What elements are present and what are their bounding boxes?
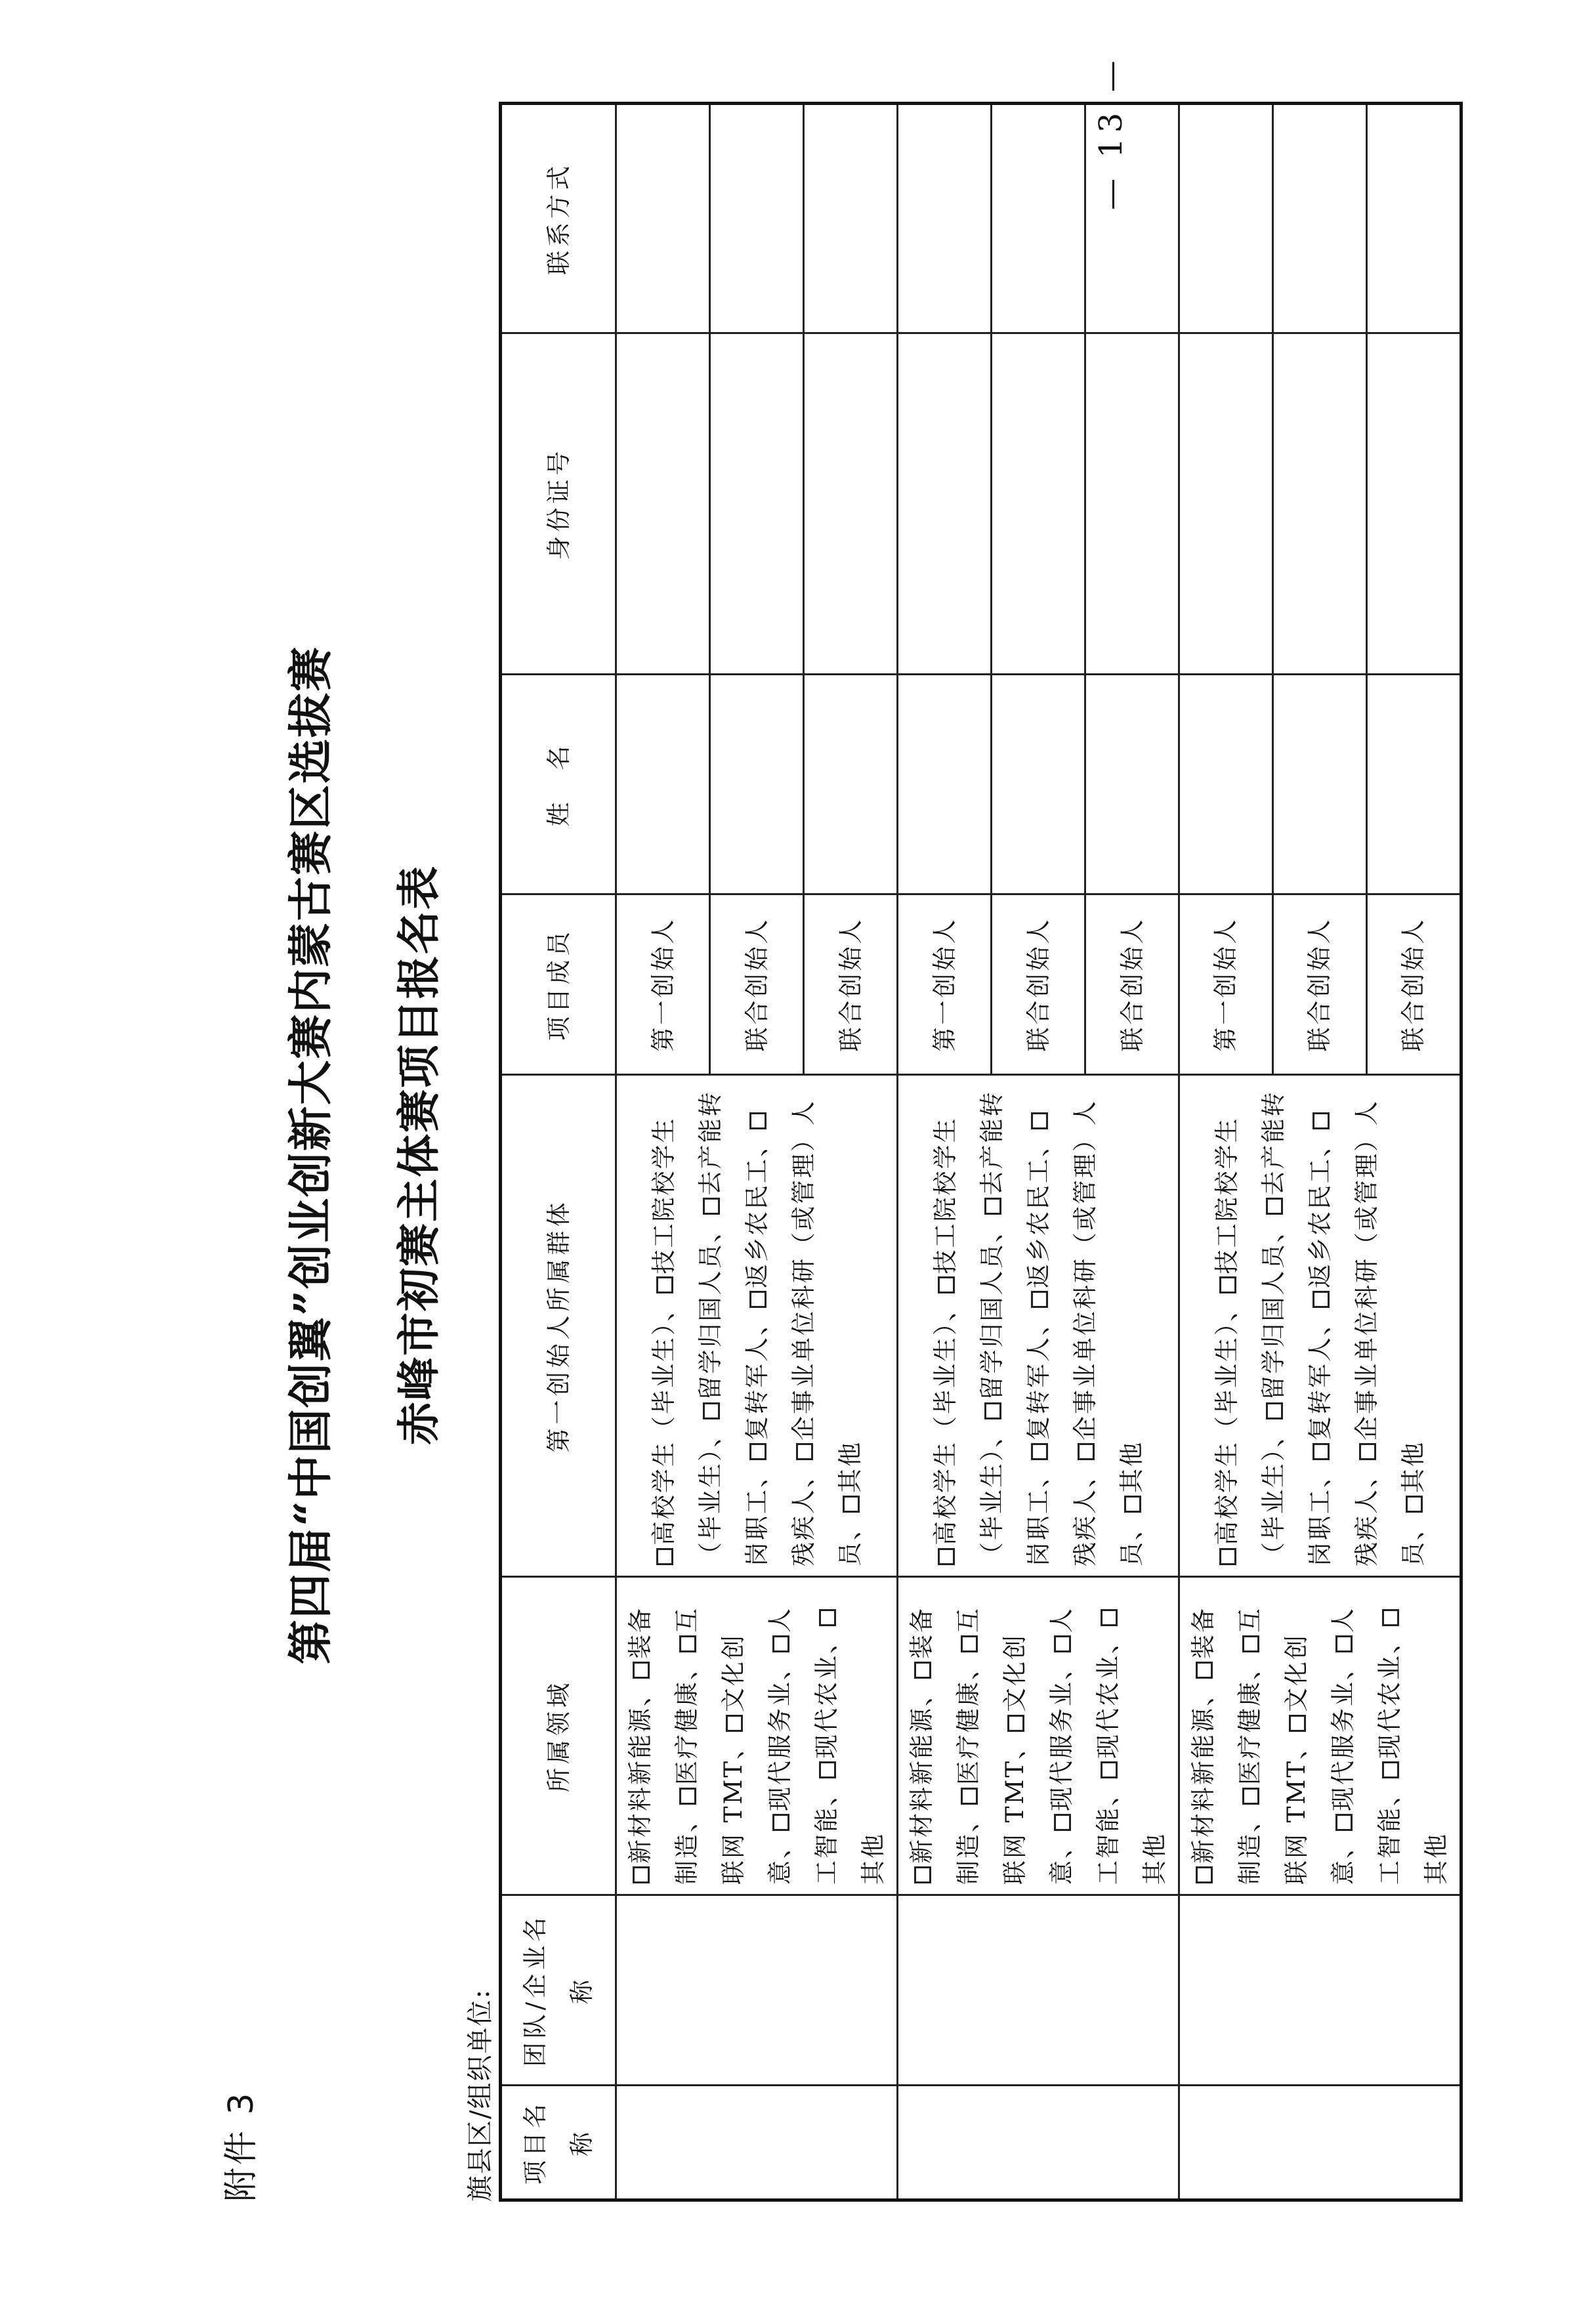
checkbox[interactable] xyxy=(819,1609,836,1626)
member-id-cell[interactable] xyxy=(992,333,1085,675)
checkbox[interactable] xyxy=(1266,1403,1283,1420)
form-subtitle: 赤峰市初赛主体赛项目报名表 xyxy=(393,865,444,1445)
option-label: 新材料新能源 xyxy=(626,1706,654,1864)
checkbox[interactable] xyxy=(914,1662,931,1679)
option-label: 人工智能 xyxy=(1329,1606,1404,1885)
option-label: 其他 xyxy=(1141,1832,1169,1885)
checkbox[interactable] xyxy=(796,1443,813,1460)
member-role: 联合创始人 xyxy=(992,894,1085,1075)
header-founder-group: 第一创始人所属群体 xyxy=(501,1075,616,1577)
option-label: 医疗健康 xyxy=(673,1680,701,1785)
option-label: 现代农业 xyxy=(1094,1654,1122,1759)
option-label: 复转军人 xyxy=(1024,1335,1053,1440)
member-role: 联合创始人 xyxy=(1272,894,1366,1075)
member-role: 联合创始人 xyxy=(1085,894,1179,1075)
checkbox[interactable] xyxy=(1031,1291,1048,1308)
checkbox[interactable] xyxy=(1406,1496,1423,1513)
option-item xyxy=(1376,1654,1404,1780)
option-label: 残疾人 xyxy=(789,1488,818,1566)
checkbox[interactable] xyxy=(984,1198,1001,1215)
member-contact-cell[interactable] xyxy=(1179,104,1273,333)
member-role: 联合创始人 xyxy=(710,894,804,1075)
member-role: 第一创始人 xyxy=(1179,894,1273,1075)
checkbox[interactable] xyxy=(772,1635,789,1652)
option-label: 医疗健康 xyxy=(1236,1680,1264,1785)
field-options-cell: 新材料新能源、装备制造、医疗健康、互联网 TMT、文化创意、现代服务业、人工智能、现代农业、其他 xyxy=(1179,1577,1461,1895)
checkbox[interactable] xyxy=(1312,1112,1330,1129)
header-name: 姓 名 xyxy=(501,675,616,894)
checkbox[interactable] xyxy=(843,1496,860,1513)
option-item xyxy=(1306,1335,1334,1461)
option-item xyxy=(1024,1335,1053,1461)
checkbox[interactable] xyxy=(1359,1443,1376,1460)
checkbox[interactable] xyxy=(1031,1443,1048,1460)
option-item xyxy=(626,1706,654,1885)
option-label: 互联网 TMT xyxy=(1236,1606,1311,1885)
checkbox[interactable] xyxy=(1196,1662,1213,1679)
option-label: 技工院校学生（毕业生） xyxy=(931,1116,1006,1566)
option-item xyxy=(650,1322,678,1567)
option-item xyxy=(1306,1157,1334,1309)
checkbox[interactable] xyxy=(961,1788,978,1805)
member-name-cell[interactable] xyxy=(898,675,992,894)
option-item xyxy=(1329,1680,1357,1832)
registration-table xyxy=(499,102,1463,2202)
option-label: 其他 xyxy=(835,1440,864,1493)
field-options-cell: 新材料新能源、装备制造、医疗健康、互联网 TMT、文化创意、现代服务业、人工智能、现代农业、其他 xyxy=(898,1577,1179,1895)
header-field: 所属领域 xyxy=(501,1577,616,1895)
checkbox[interactable] xyxy=(679,1788,696,1805)
option-label: 残疾人 xyxy=(1352,1488,1381,1566)
member-contact-cell[interactable] xyxy=(992,104,1085,333)
checkbox[interactable] xyxy=(1266,1198,1283,1215)
option-item xyxy=(1213,1322,1241,1567)
team-name-cell[interactable] xyxy=(898,1895,1179,2086)
checkbox[interactable] xyxy=(772,1814,789,1831)
member-contact-cell[interactable] xyxy=(616,104,710,333)
option-label: 装备制造 xyxy=(626,1606,701,1885)
member-contact-cell[interactable] xyxy=(804,104,898,333)
checkbox[interactable] xyxy=(726,1715,743,1732)
option-label: 互联网 TMT xyxy=(673,1606,747,1885)
member-id-cell[interactable] xyxy=(1179,333,1273,675)
option-item xyxy=(954,1680,982,1806)
option-label: 现代服务业 xyxy=(1329,1680,1357,1811)
option-item xyxy=(1236,1680,1264,1806)
option-label: 去产能转岗职工 xyxy=(696,1090,771,1566)
table-header-row xyxy=(501,104,616,2200)
checkbox[interactable] xyxy=(1382,1609,1399,1626)
checkbox[interactable] xyxy=(656,1277,673,1294)
member-id-cell[interactable] xyxy=(1085,333,1179,675)
option-label: 残疾人 xyxy=(1070,1488,1099,1566)
checkbox[interactable] xyxy=(1101,1609,1118,1626)
member-name-cell[interactable] xyxy=(992,675,1085,894)
option-item xyxy=(743,1157,771,1309)
team-name-cell[interactable] xyxy=(616,1895,898,2086)
checkbox[interactable] xyxy=(1007,1715,1024,1732)
checkbox[interactable] xyxy=(819,1761,836,1778)
option-label: 返乡农民工 xyxy=(1305,1157,1334,1288)
option-item xyxy=(1399,1440,1427,1514)
member-name-cell[interactable] xyxy=(1366,675,1461,894)
option-item xyxy=(743,1335,771,1461)
option-label: 现代服务业 xyxy=(1047,1680,1076,1811)
checkbox[interactable] xyxy=(1242,1635,1259,1652)
option-label: 留学归国人员 xyxy=(696,1242,724,1400)
option-label: 去产能转岗职工 xyxy=(1259,1090,1334,1566)
option-item xyxy=(908,1706,936,1885)
option-label: 新材料新能源 xyxy=(908,1706,936,1864)
member-id-cell[interactable] xyxy=(898,333,992,675)
member-name-cell[interactable] xyxy=(710,675,804,894)
option-label: 文化创意 xyxy=(1282,1633,1357,1885)
table-row xyxy=(898,104,992,2200)
member-name-cell[interactable] xyxy=(616,675,710,894)
checkbox[interactable] xyxy=(656,1548,673,1565)
option-label: 去产能转岗职工 xyxy=(977,1090,1053,1566)
option-item xyxy=(766,1680,794,1832)
member-contact-cell[interactable] xyxy=(1366,104,1461,333)
attachment-label: 附件 3 xyxy=(222,2090,261,2202)
option-label: 留学归国人员 xyxy=(1259,1242,1288,1400)
option-label: 其他 xyxy=(1422,1832,1450,1885)
option-label: 返乡农民工 xyxy=(742,1157,771,1288)
member-name-cell[interactable] xyxy=(1179,675,1273,894)
option-label: 高校学生（毕业生） xyxy=(649,1321,678,1545)
checkbox[interactable] xyxy=(1219,1548,1236,1565)
option-label: 高校学生（毕业生） xyxy=(1212,1321,1241,1545)
checkbox[interactable] xyxy=(914,1866,931,1883)
checkbox[interactable] xyxy=(1101,1761,1118,1778)
option-label: 新材料新能源 xyxy=(1189,1706,1217,1864)
option-label: 现代服务业 xyxy=(766,1680,794,1811)
option-item xyxy=(1189,1706,1217,1885)
checkbox[interactable] xyxy=(984,1403,1001,1420)
member-contact-cell[interactable] xyxy=(1272,104,1366,333)
option-label: 技工院校学生（毕业生） xyxy=(1212,1116,1288,1566)
checkbox[interactable] xyxy=(938,1277,955,1294)
checkbox[interactable] xyxy=(679,1635,696,1652)
member-id-cell[interactable] xyxy=(616,333,710,675)
member-role: 第一创始人 xyxy=(898,894,992,1075)
checkbox[interactable] xyxy=(1335,1635,1353,1652)
member-contact-cell[interactable] xyxy=(710,104,804,333)
option-item xyxy=(931,1322,959,1567)
checkbox[interactable] xyxy=(1312,1443,1330,1460)
option-label: 企事业单位科研（或管理）人员 xyxy=(789,1099,864,1566)
option-item xyxy=(1118,1440,1146,1514)
option-label: 文化创意 xyxy=(719,1633,794,1885)
option-label: 医疗健康 xyxy=(954,1680,982,1785)
option-label: 文化创意 xyxy=(1001,1633,1076,1885)
option-item xyxy=(812,1654,841,1780)
header-members: 项目成员 xyxy=(501,894,616,1075)
option-label: 装备制造 xyxy=(908,1606,982,1885)
header-project-name: 项目名称 xyxy=(501,2086,616,2200)
checkbox[interactable] xyxy=(1078,1443,1095,1460)
checkbox[interactable] xyxy=(1054,1635,1071,1652)
option-label: 人工智能 xyxy=(1047,1606,1122,1885)
checkbox[interactable] xyxy=(1312,1291,1330,1308)
option-label: 企事业单位科研（或管理）人员 xyxy=(1352,1099,1427,1566)
option-label: 高校学生（毕业生） xyxy=(931,1321,959,1545)
checkbox[interactable] xyxy=(633,1866,650,1883)
checkbox[interactable] xyxy=(633,1662,650,1679)
option-item xyxy=(1094,1654,1122,1780)
checkbox[interactable] xyxy=(1242,1788,1259,1805)
option-item xyxy=(1259,1243,1288,1421)
table-row xyxy=(1179,104,1273,2200)
checkbox[interactable] xyxy=(1289,1715,1306,1732)
checkbox[interactable] xyxy=(703,1198,720,1215)
founder-group-options-cell: 高校学生（毕业生）、技工院校学生（毕业生）、留学归国人员、去产能转岗职工、复转军人、返乡农民工、残疾人、企事业单位科研（或管理）人员、其他 xyxy=(616,1075,898,1577)
field-options-cell: 新材料新能源、装备制造、医疗健康、互联网 TMT、文化创意、现代服务业、人工智能、现代农业、其他 xyxy=(616,1577,898,1895)
member-role: 联合创始人 xyxy=(1366,894,1461,1075)
option-item xyxy=(673,1680,701,1806)
option-item xyxy=(696,1243,724,1421)
option-label: 人工智能 xyxy=(766,1606,841,1885)
checkbox[interactable] xyxy=(1382,1761,1399,1778)
founder-group-options-cell: 高校学生（毕业生）、技工院校学生（毕业生）、留学归国人员、去产能转岗职工、复转军人、返乡农民工、残疾人、企事业单位科研（或管理）人员、其他 xyxy=(898,1075,1179,1577)
option-item xyxy=(836,1440,864,1514)
option-item xyxy=(1047,1680,1076,1832)
option-label: 互联网 TMT xyxy=(954,1606,1029,1885)
project-name-cell[interactable] xyxy=(898,2086,1179,2200)
page-number: — 13 — xyxy=(1093,55,1129,210)
project-name-cell[interactable] xyxy=(1179,2086,1461,2200)
option-item xyxy=(978,1243,1006,1421)
organizing-unit-label: 旗县区/组织单位: xyxy=(465,1988,495,2202)
header-id-number: 身份证号 xyxy=(501,333,616,675)
member-contact-cell[interactable] xyxy=(898,104,992,333)
checkbox[interactable] xyxy=(703,1403,720,1420)
checkbox[interactable] xyxy=(938,1548,955,1565)
checkbox[interactable] xyxy=(1054,1814,1071,1831)
header-team-name: 团队/企业名称 xyxy=(501,1895,616,2086)
member-role: 联合创始人 xyxy=(804,894,898,1075)
checkbox[interactable] xyxy=(749,1443,766,1460)
checkbox[interactable] xyxy=(749,1112,766,1129)
checkbox[interactable] xyxy=(1031,1112,1048,1129)
option-label: 技工院校学生（毕业生） xyxy=(649,1116,724,1566)
checkbox[interactable] xyxy=(961,1635,978,1652)
checkbox[interactable] xyxy=(1219,1277,1236,1294)
checkbox[interactable] xyxy=(1124,1496,1141,1513)
option-label: 企事业单位科研（或管理）人员 xyxy=(1070,1099,1146,1566)
member-contact-cell[interactable] xyxy=(1085,104,1179,333)
checkbox[interactable] xyxy=(1335,1814,1353,1831)
option-label: 现代农业 xyxy=(812,1654,841,1759)
option-label: 其他 xyxy=(1398,1440,1427,1493)
member-id-cell[interactable] xyxy=(804,333,898,675)
team-name-cell[interactable] xyxy=(1179,1895,1461,2086)
member-name-cell[interactable] xyxy=(1272,675,1366,894)
header-contact: 联系方式 xyxy=(501,104,616,333)
form-title: 第四届“中国创翼”创业创新大赛内蒙古赛区选拔赛 xyxy=(285,645,337,1665)
option-label: 留学归国人员 xyxy=(977,1242,1006,1400)
option-label: 复转军人 xyxy=(1305,1335,1334,1440)
member-id-cell[interactable] xyxy=(1366,333,1461,675)
option-label: 其他 xyxy=(859,1832,887,1885)
option-label: 装备制造 xyxy=(1189,1606,1264,1885)
founder-group-options-cell: 高校学生（毕业生）、技工院校学生（毕业生）、留学归国人员、去产能转岗职工、复转军人、返乡农民工、残疾人、企事业单位科研（或管理）人员、其他 xyxy=(1179,1075,1461,1577)
checkbox[interactable] xyxy=(749,1291,766,1308)
option-label: 现代农业 xyxy=(1376,1654,1404,1759)
member-id-cell[interactable] xyxy=(1272,333,1366,675)
option-label: 复转军人 xyxy=(742,1335,771,1440)
member-name-cell[interactable] xyxy=(804,675,898,894)
option-label: 返乡农民工 xyxy=(1024,1157,1053,1288)
option-label: 其他 xyxy=(1117,1440,1146,1493)
option-item xyxy=(1024,1157,1053,1309)
table-row xyxy=(616,104,710,2200)
member-id-cell[interactable] xyxy=(710,333,804,675)
checkbox[interactable] xyxy=(1196,1866,1213,1883)
member-role: 第一创始人 xyxy=(616,894,710,1075)
project-name-cell[interactable] xyxy=(616,2086,898,2200)
member-name-cell[interactable] xyxy=(1085,675,1179,894)
